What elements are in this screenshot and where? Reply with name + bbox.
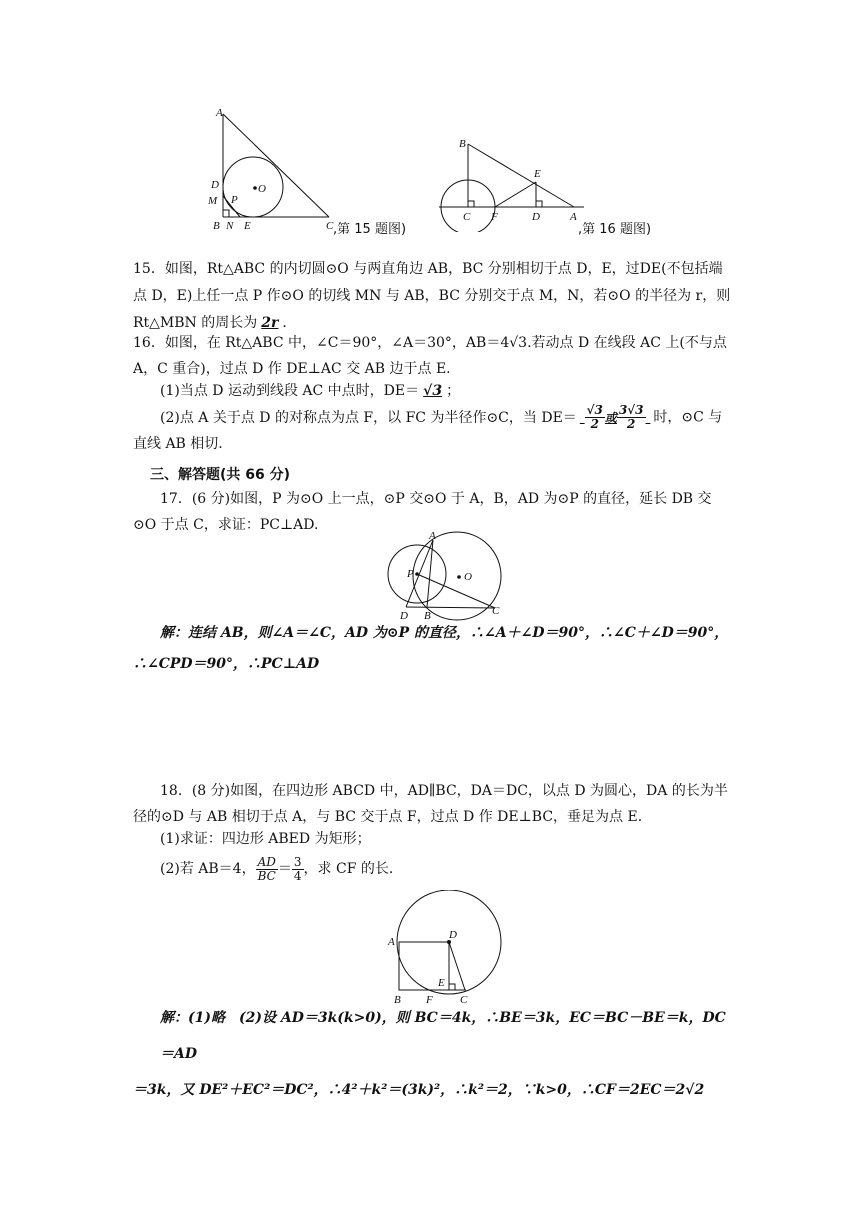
q17-solution: 解：连结 AB，则∠A＝∠C，AD 为⊙P 的直径，∴∠A＋∠D＝90°，∴∠C＋∠D＝90°，∴∠CPD＝90°，∴PC⊥AD [133, 625, 729, 672]
q16-text: 16．如图，在 Rt△ABC 中，∠C＝90°，∠A＝30°，AB＝4√3.若动点 D 在线段 AC 上(不与点 A，C 重合)，过点 D 作 DE⊥AC 交 AB 边于点 E. [133, 335, 727, 377]
label-O: O [464, 571, 472, 583]
figure-16 [434, 132, 594, 232]
label-E: E [438, 977, 445, 989]
question-16 [133, 330, 731, 382]
label-D: D [449, 929, 457, 941]
q16-p1-end: ； [446, 383, 461, 399]
question-16-part2 [133, 404, 731, 457]
label-F: F [426, 994, 433, 1006]
label-N: N [226, 220, 234, 232]
label-A: A [429, 530, 436, 542]
q15-answer: 2r [261, 315, 279, 331]
figure-15 [196, 100, 356, 235]
figure-18 [386, 890, 536, 1010]
section-heading: 三、解答题(共 66 分) [150, 467, 291, 483]
label-D: D [400, 610, 408, 622]
q16-or: 或 [604, 410, 617, 425]
question-18 [133, 778, 731, 830]
label-O: O [258, 183, 266, 195]
label-A: A [388, 936, 395, 948]
label-A: A [570, 211, 577, 223]
q18-text: 18．(8 分)如图，在四边形 ABCD 中，AD∥BC，DA＝DC，以点 D 为圆心，DA 的长为半径的⊙D 与 AB 相切于点 A，与 BC 交于点 F，过点 D 作 DE⊥BC，垂足为点 E. [133, 783, 728, 825]
q15-text: 15．如图，Rt△ABC 的内切圆⊙O 与两直角边 AB，BC 分别相切于点 D，E，过DE(不包括端点 D，E)上任一点 P 作⊙O 的切线 MN 与 AB，BC 分别交于点 M，N，若⊙O 的半径为 r，则 Rt△MBN 的周长为 [133, 261, 731, 331]
label-C: C [326, 220, 334, 232]
q18-solution-line2: ＝3k，又 DE²＋EC²＝DC²，∴4²＋k²＝(3k)²，∴k²＝2，∵k>0，∴CF＝2EC＝2√2 [133, 1082, 705, 1098]
q18-solution-line1: 解：(1)略 (2)设 AD＝3k(k>0)，则 BC＝4k，∴BE＝3k，EC＝BC－BE＝k，DC＝AD [160, 1010, 726, 1062]
label-A: A [216, 107, 223, 119]
q16-p1-text: (1)当点 D 运动到线段 AC 中点时，DE＝ [160, 383, 420, 399]
caption-15: ,第 15 题图) [333, 222, 407, 237]
q15-end: ． [282, 315, 297, 331]
q16-fraction-b: $\frac{3√3}{2}$ [618, 403, 644, 431]
label-E: E [244, 220, 251, 232]
label-C: C [463, 211, 471, 223]
label-C: C [492, 605, 500, 617]
figure-17 [382, 528, 508, 624]
label-B: B [424, 610, 431, 622]
label-F: F [491, 211, 498, 223]
question-16-part1 [160, 378, 730, 404]
caption-16: ,第 16 题图) [578, 222, 652, 237]
q18-solution [133, 1000, 733, 1108]
q16-p2-end: 时，⊙C 与直线 AB 相切. [133, 409, 723, 452]
label-B: B [213, 220, 220, 232]
label-E: E [534, 168, 541, 180]
question-15 [133, 256, 731, 337]
label-C: C [460, 994, 468, 1006]
label-D: D [532, 211, 540, 223]
label-P: P [407, 568, 414, 580]
q16-fraction-a: $\frac{√3}{2}$ [586, 403, 603, 431]
label-B: B [459, 138, 466, 150]
q16-p2-text: (2)点 A 关于点 D 的对称点为点 F，以 FC 为半径作⊙C，当 DE＝ [160, 409, 577, 426]
label-B: B [394, 994, 401, 1006]
q18-fraction-3-4: $\frac{3}{4}$ [293, 854, 302, 883]
label-D: D [211, 179, 219, 191]
q17-text: 17．(6 分)如图，P 为⊙O 上一点，⊙P 交⊙O 于 A，B，AD 为⊙P 的直径，延长 DB 交⊙O 于点 C，求证：PC⊥AD. [133, 491, 712, 533]
q16-p1-answer: √3 [423, 383, 443, 399]
question-18-part1: (1)求证：四边形 ABED 为矩形； [160, 831, 371, 847]
question-18-part2: (2)若 AB＝4， $\frac{AD}{BC}$ ＝ $\frac{3}{4}$ ，求 CF 的长. [160, 854, 394, 883]
q18-fraction-ad-bc: $\frac{AD}{BC}$ [257, 854, 276, 883]
label-P: P [231, 194, 238, 206]
label-M: M [208, 195, 218, 207]
